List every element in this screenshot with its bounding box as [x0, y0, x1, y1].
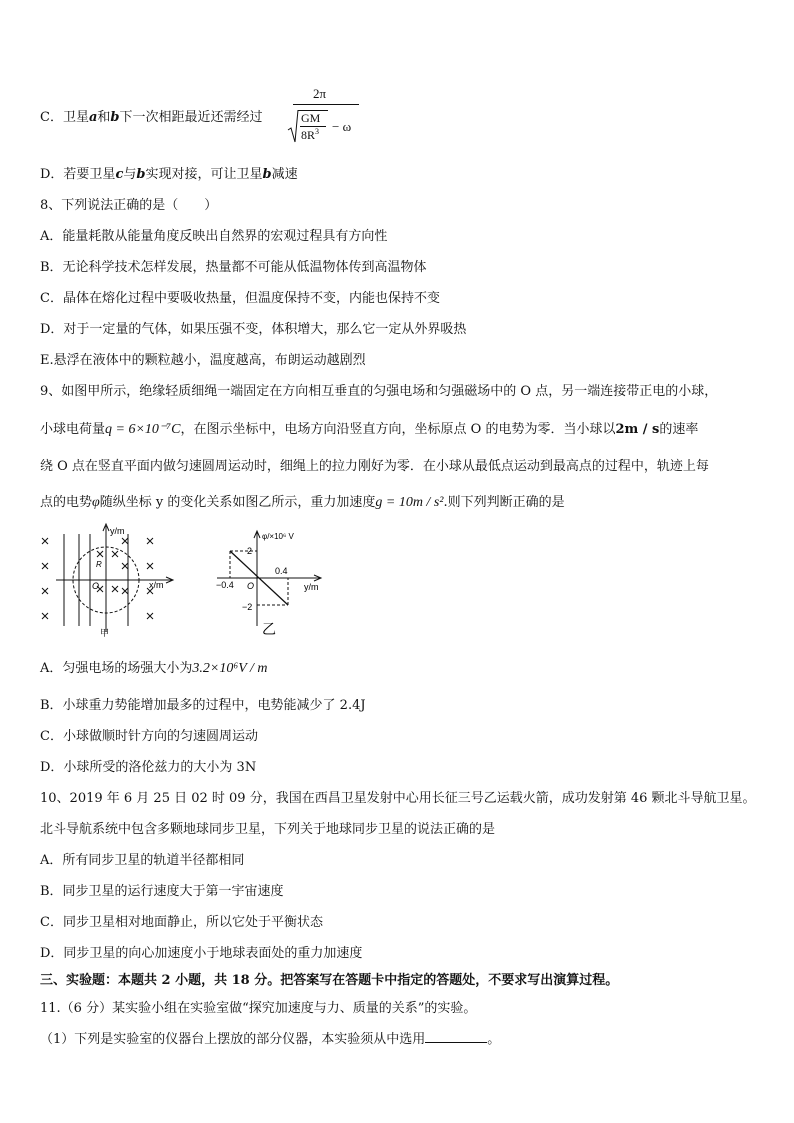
option-text: C．卫星	[40, 110, 89, 125]
option-text: 减速	[271, 167, 298, 182]
option-text: 下一次相距最近还需经过	[119, 110, 263, 125]
phi-symbol: φ	[92, 495, 100, 510]
radical-numer: GM	[301, 111, 321, 125]
q8-option-b: B．无论科学技术怎样发展，热量都不可能从低温物体传到高温物体	[40, 260, 427, 275]
option-text: A．匀强电场的场强大小为	[40, 661, 193, 676]
q11-sub1-text: （1）下列是实验室的仪器台上摆放的部分仪器，本实验须从中选用	[40, 1032, 426, 1047]
q9-text: 小球电荷量	[40, 422, 106, 437]
radical-denom: $8R^3$	[301, 127, 320, 142]
q9-line-4	[40, 494, 565, 512]
q8-option-d: D．对于一定量的气体，如果压强不变，体积增大，那么它一定从外界吸热	[40, 322, 467, 337]
q11-stem: 11.（6 分）某实验小组在实验室做“探究加速度与力、质量的关系”的实验。	[40, 1001, 477, 1016]
q9-option-c: C．小球做顺时针方向的匀速圆周运动	[40, 729, 258, 744]
tick-label-2: 2	[247, 546, 253, 556]
q11-sub1-end: 。	[487, 1032, 501, 1047]
var-b: b	[110, 110, 120, 125]
q10-option-c: C．同步卫星相对地面静止，所以它处于平衡状态	[40, 915, 323, 930]
option-text: 与	[123, 167, 137, 182]
q7-option-d	[40, 166, 298, 184]
tick-label-neg04: −0.4	[216, 580, 234, 590]
fraction-formula	[287, 86, 367, 148]
q10-line-1: 10、2019 年 6 月 25 日 02 时 09 分，我国在西昌卫星发射中心用长征三号乙运载火箭，成功发射第 46 颗北斗导航卫星。	[40, 791, 756, 806]
q8-option-c: C．晶体在熔化过程中要吸收热量，但温度保持不变，内能也保持不变	[40, 291, 440, 306]
origin-label: O	[92, 581, 100, 591]
q9-option-a	[40, 660, 268, 678]
var-b: b	[136, 167, 146, 182]
speed-value: 2m / s	[615, 422, 660, 437]
phi-axis-label: φ/×10⁶ V	[262, 532, 294, 541]
magnetic-field-crosses	[42, 538, 153, 619]
figure-jia	[36, 522, 176, 637]
option-text: 实现对接，可让卫星	[145, 167, 263, 182]
origin-label: O	[247, 581, 255, 591]
gravity-formula: g = 10m / s²	[375, 495, 444, 510]
minus-omega: − ω	[332, 119, 352, 134]
fraction-bar	[293, 104, 359, 105]
fraction-numerator: 2π	[313, 86, 327, 101]
q9-line-2	[40, 421, 698, 439]
option-text: 和	[97, 110, 111, 125]
option-text: D．若要卫星	[40, 167, 116, 182]
radical-sign	[287, 110, 299, 144]
tick-label-neg2: −2	[242, 602, 253, 612]
var-c: c	[115, 167, 124, 182]
q10-line-2: 北斗导航系统中包含多颗地球同步卫星，下列关于地球同步卫星的说法正确的是	[40, 822, 496, 837]
q9-text: .则下列判断正确的是	[443, 495, 565, 510]
radius-label: R	[96, 560, 102, 569]
y-axis-label: y/m	[110, 526, 125, 536]
q9-line-1: 9、如图甲所示，绝缘轻质细绳一端固定在方向相互垂直的匀强电场和匀强磁场中的 O 点，另一端连接带正电的小球，	[40, 384, 718, 399]
q9-text: 随纵坐标 y 的变化关系如图乙所示，重力加速度	[99, 495, 376, 510]
q10-option-d: D．同步卫星的向心加速度小于地球表面处的重力加速度	[40, 946, 363, 961]
q10-option-a: A．所有同步卫星的轨道半径都相同	[40, 853, 245, 868]
var-a: a	[88, 110, 98, 125]
q9-text: 点的电势	[40, 495, 93, 510]
q9-option-d: D．小球所受的洛伦兹力的大小为 3N	[40, 760, 257, 775]
q7-option-c	[40, 109, 263, 127]
q9-text: ，在图示坐标中，电场方向沿竖直方向，坐标原点 O 的电势为零．当小球以	[180, 422, 616, 437]
figure-caption-yi: 乙	[262, 621, 276, 637]
figure-yi	[212, 528, 332, 638]
q8-stem: 8、下列说法正确的是（ ）	[40, 198, 218, 213]
q10-option-b: B．同步卫星的运行速度大于第一宇宙速度	[40, 884, 284, 899]
q11-sub1	[40, 1030, 500, 1049]
q8-option-e: E.悬浮在液体中的颗粒越小，温度越高，布朗运动越剧烈	[40, 353, 366, 368]
figure-caption-jia: 甲	[100, 628, 110, 637]
section-heading: 三、实验题：本题共 2 小题，共 18 分。把答案写在答题卡中指定的答题处，不要求写出演算过程。	[40, 973, 619, 988]
answer-blank[interactable]	[425, 1030, 487, 1043]
field-formula: 3.2×10⁶V / m	[192, 661, 268, 676]
q9-option-b: B．小球重力势能增加最多的过程中，电势能减少了 2.4J	[40, 698, 366, 713]
tick-label-04: 0.4	[275, 566, 288, 576]
var-b: b	[262, 167, 272, 182]
q9-line-3: 绕 O 点在竖直平面内做匀速圆周运动时，细绳上的拉力刚好为零．在小球从最低点运动到最高点的过程中，轨迹上每	[40, 459, 709, 474]
x-axis-label: y/m	[304, 582, 319, 592]
charge-formula: q = 6×10⁻⁷C	[105, 422, 181, 437]
x-axis-label: x/m	[149, 580, 164, 590]
q9-text: 的速率	[659, 422, 699, 437]
q8-option-a: A．能量耗散从能量角度反映出自然界的宏观过程具有方向性	[40, 229, 388, 244]
